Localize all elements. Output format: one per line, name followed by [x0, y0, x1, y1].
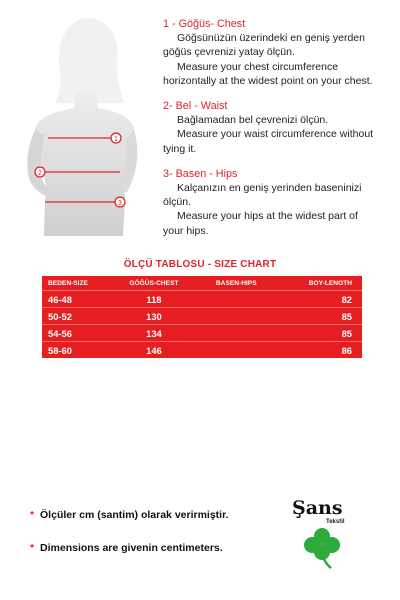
- clover-icon: [300, 526, 344, 570]
- table-row: [42, 308, 362, 325]
- instruction-waist-tr-line1: Bağlamadan bel çevrenizi ölçün.: [177, 114, 329, 127]
- body-silhouette: [0, 0, 160, 250]
- size-chart-title: ÖLÇÜ TABLOSU - SIZE CHART: [123, 259, 277, 270]
- table-row: [42, 291, 362, 308]
- marker-chest-label: 1: [114, 136, 118, 143]
- note-star-icon: *: [30, 542, 35, 554]
- cell-size: 54-56: [42, 325, 119, 342]
- instruction-chest-tr-line1: Göğsünüzün üzerindeki en geniş yerden: [177, 32, 365, 45]
- instruction-chest-title: 1 - Göğüs- Chest: [163, 18, 246, 30]
- instruction-waist: [163, 99, 399, 156]
- cell-chest: 130: [119, 308, 190, 325]
- instruction-hips-en-line2: your hips.: [163, 224, 209, 237]
- cell-length: 85: [283, 308, 362, 325]
- cell-size: 46-48: [42, 291, 119, 308]
- instruction-hips-en-line1: Measure your hips at the widest part of: [177, 210, 358, 223]
- table-row: [42, 325, 362, 342]
- note-dimensions: [30, 542, 223, 554]
- marker-hips: [115, 197, 125, 207]
- brand-sub: Tekstil: [326, 519, 345, 525]
- cell-chest: 134: [119, 325, 190, 342]
- cell-hips: [189, 291, 283, 308]
- cell-hips: [189, 308, 283, 325]
- size-chart-header-row: [42, 276, 362, 291]
- body-measurement-figure: [0, 0, 160, 250]
- cell-length: 86: [341, 344, 352, 356]
- header-hips: BASEN-HIPS: [189, 276, 283, 291]
- brand-logo: [288, 497, 358, 577]
- instruction-waist-title: 2- Bel - Waist: [163, 100, 228, 113]
- instruction-waist-en-line1: Measure your waist circumference without: [177, 128, 374, 141]
- instruction-chest: [163, 17, 399, 88]
- header-size: BEDEN-SIZE: [42, 276, 119, 291]
- instruction-chest-en-line2: horizontally at the widest point on your chest.: [163, 74, 373, 87]
- note-cm: [30, 509, 229, 521]
- header-length: BOY-LENGTH: [283, 276, 362, 291]
- instruction-waist-en-line2: tying it.: [163, 142, 197, 155]
- instruction-hips-tr-line2: ölçün.: [163, 196, 192, 209]
- instruction-chest-tr-line2: göğüs çevrenizi yatay ölçün.: [163, 46, 295, 59]
- cell-hips: [189, 325, 283, 342]
- brand-name: Şans: [292, 497, 343, 519]
- instruction-hips-title: 3- Basen - Hips: [163, 167, 238, 180]
- cell-size: 50-52: [42, 308, 119, 325]
- note-dimensions-text: Dimensions are givenin centimeters.: [40, 542, 223, 554]
- size-chart-table: [42, 276, 362, 358]
- cell-size: 58-60: [48, 344, 72, 356]
- cell-length: 82: [283, 291, 362, 308]
- marker-chest: [111, 133, 121, 143]
- note-star-icon: *: [30, 509, 35, 521]
- instruction-hips: [163, 167, 399, 238]
- marker-waist: [35, 167, 45, 177]
- cell-length: 85: [283, 325, 362, 342]
- note-cm-text: Ölçüler cm (santim) olarak verirmiştir.: [40, 509, 229, 521]
- instruction-hips-tr-line1: Kalçanızın en geniş yerinden baseninizi: [177, 182, 362, 195]
- cell-chest: 118: [119, 291, 190, 308]
- marker-hips-label: 3: [118, 200, 122, 207]
- header-chest: GÖĞÜS-CHEST: [119, 276, 190, 291]
- measurement-instructions: [163, 17, 399, 249]
- cell-hips: [189, 342, 283, 359]
- cell-chest: 146: [146, 344, 162, 356]
- instruction-chest-en-line1: Measure your chest circumference: [177, 60, 339, 73]
- table-row: [42, 342, 362, 359]
- marker-waist-label: 2: [38, 170, 42, 177]
